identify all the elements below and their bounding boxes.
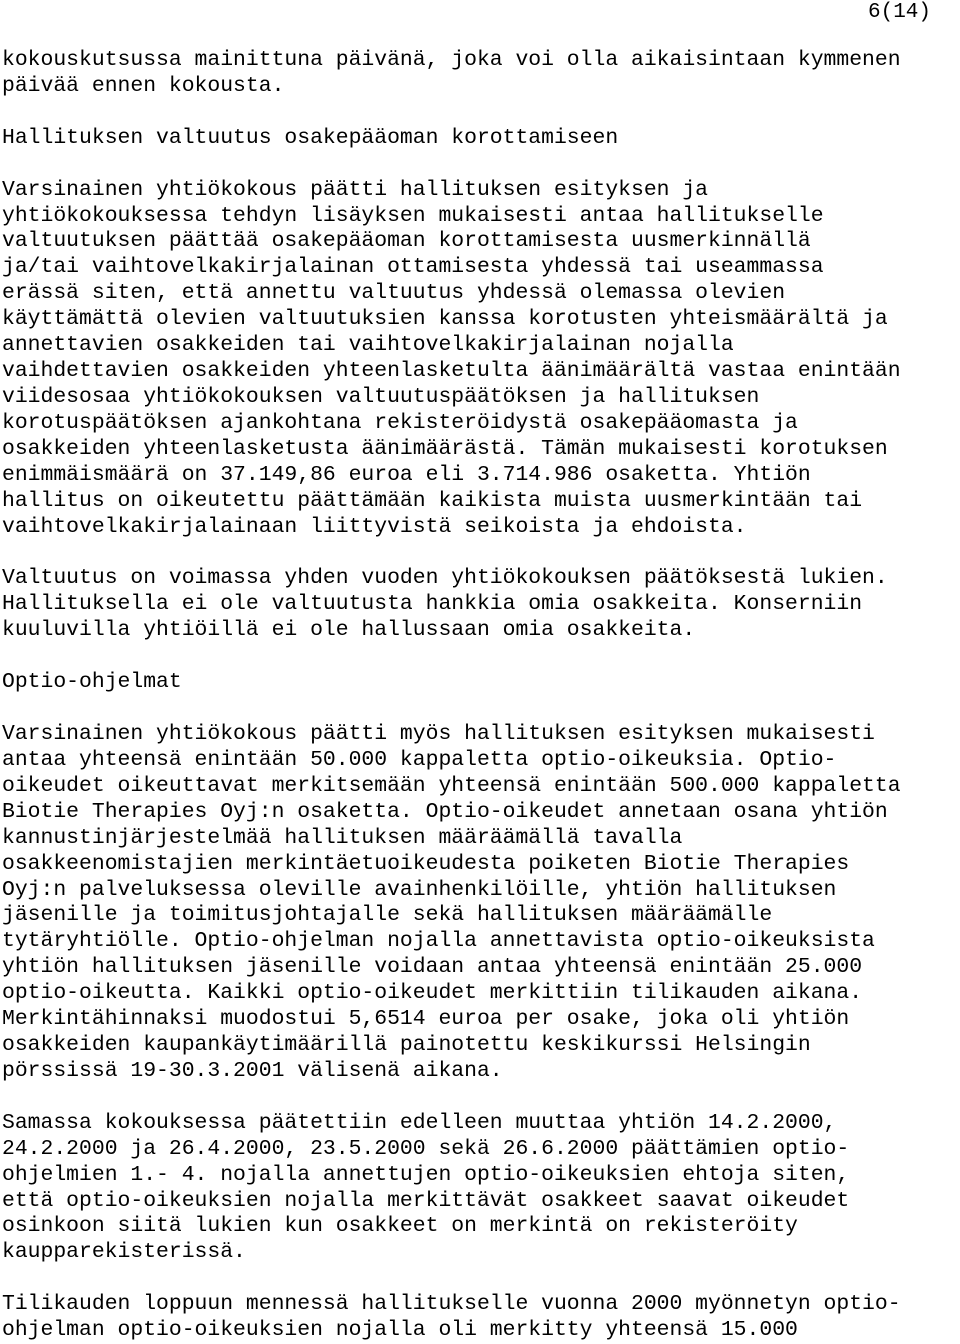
text-line: viidesosaa yhtiökokouksen valtuutuspäätöksen ja hallituksen bbox=[2, 384, 760, 409]
paragraph bbox=[2, 722, 960, 1085]
heading-line: Hallituksen valtuutus osakepääoman korottamiseen bbox=[2, 125, 619, 150]
paragraph bbox=[2, 48, 960, 100]
text-line: että optio-oikeuksien nojalla merkittävät osakkeet saavat oikeudet bbox=[2, 1188, 850, 1213]
paragraph bbox=[2, 178, 960, 541]
text-line: vaihdettavien osakkeiden yhteenlasketulta äänimäärältä vastaa enintään bbox=[2, 359, 901, 384]
text-line: yhtiön hallituksen jäsenille voidaan antaa yhteensä enintään 25.000 bbox=[2, 955, 863, 980]
text-line: optio-oikeutta. Kaikki optio-oikeudet merkittiin tilikauden aikana. bbox=[2, 981, 863, 1006]
text-line: korotuspäätöksen ajankohtana rekisteröidystä osakepääomasta ja bbox=[2, 410, 798, 435]
text-line: antaa yhteensä enintään 50.000 kappaletta optio-oikeuksia. Optio- bbox=[2, 747, 837, 772]
text-line: osakkeenomistajien merkintäetuoikeudesta poiketen Biotie Therapies bbox=[2, 851, 850, 876]
text-line: Merkintähinnaksi muodostui 5,6514 euroa per osake, joka oli yhtiön bbox=[2, 1007, 850, 1032]
text-line: 24.2.2000 ja 26.4.2000, 23.5.2000 sekä 26.6.2000 päättämien optio- bbox=[2, 1136, 850, 1161]
text-line: Varsinainen yhtiökokous päätti hallituksen esityksen ja bbox=[2, 177, 709, 202]
paragraph-gap bbox=[2, 1266, 960, 1292]
section-heading bbox=[2, 126, 960, 152]
text-line: jäsenille ja toimitusjohtajalle sekä hallituksen määräämälle bbox=[2, 903, 773, 928]
text-line: erässä siten, että annettu valtuutus yhdessä olemassa olevien bbox=[2, 281, 786, 306]
heading-line: Optio-ohjelmat bbox=[2, 670, 182, 695]
text-line: Valtuutus on voimassa yhden vuoden yhtiökokouksen päätöksestä lukien. bbox=[2, 566, 888, 591]
paragraph-gap bbox=[2, 644, 960, 670]
text-line: tytäryhtiölle. Optio-ohjelman nojalla annettavista optio-oikeuksista bbox=[2, 929, 875, 954]
document-body bbox=[2, 48, 960, 1344]
text-line: Samassa kokouksessa päätettiin edelleen muuttaa yhtiön 14.2.2000, bbox=[2, 1110, 837, 1135]
paragraph-gap bbox=[2, 696, 960, 722]
text-line: kuuluvilla yhtiöillä ei ole hallussaan omia osakkeita. bbox=[2, 618, 696, 643]
text-line: oikeudet oikeuttavat merkitsemään yhteensä enintään 500.000 kappaletta bbox=[2, 773, 901, 798]
text-line: enimmäismäärä on 37.149,86 euroa eli 3.714.986 osaketta. Yhtiön bbox=[2, 462, 811, 487]
page-number: 6(14) bbox=[868, 1, 932, 24]
text-line: kokouskutsussa mainittuna päivänä, joka voi olla aikaisintaan kymmenen bbox=[2, 48, 901, 72]
text-line: ohjelman optio-oikeuksien nojalla oli merkitty yhteensä 15.000 bbox=[2, 1318, 798, 1343]
text-line: osakkeiden kaupankäytimäärillä painotettu keskikurssi Helsingin bbox=[2, 1033, 811, 1058]
text-line: päivää ennen kokousta. bbox=[2, 73, 285, 98]
paragraph bbox=[2, 1292, 960, 1344]
paragraph-gap bbox=[2, 100, 960, 126]
text-line: Oyj:n palveluksessa oleville avainhenkilöille, yhtiön hallituksen bbox=[2, 877, 837, 902]
text-line: kaupparekisterissä. bbox=[2, 1240, 246, 1265]
text-line: käyttämättä olevien valtuutuksien kanssa korotusten yhteismäärältä ja bbox=[2, 307, 888, 332]
text-line: vaihtovelkakirjalainaan liittyvistä seikoista ja ehdoista. bbox=[2, 514, 747, 539]
text-line: Varsinainen yhtiökokous päätti myös hallituksen esityksen mukaisesti bbox=[2, 721, 875, 746]
paragraph bbox=[2, 566, 960, 644]
text-line: hallitus on oikeutettu päättämään kaikista muista uusmerkintään tai bbox=[2, 488, 863, 513]
paragraph bbox=[2, 1111, 960, 1267]
text-line: annettavien osakkeiden tai vaihtovelkakirjalainan nojalla bbox=[2, 333, 734, 358]
text-line: Hallituksella ei ole valtuutusta hankkia omia osakkeita. Konserniin bbox=[2, 592, 863, 617]
text-line: kannustinjärjestelmää hallituksen määräämällä tavalla bbox=[2, 825, 683, 850]
text-line: valtuutuksen päättää osakepääoman korottamisesta uusmerkinnällä bbox=[2, 229, 811, 254]
text-line: yhtiökokouksessa tehdyn lisäyksen mukaisesti antaa hallitukselle bbox=[2, 203, 824, 228]
text-line: ja/tai vaihtovelkakirjalainan ottamisesta yhdessä tai useammassa bbox=[2, 255, 824, 280]
text-line: osinkoon siitä lukien kun osakkeet on merkintä on rekisteröity bbox=[2, 1214, 798, 1239]
paragraph-gap bbox=[2, 541, 960, 567]
text-line: osakkeiden yhteenlasketusta äänimäärästä. Tämän mukaisesti korotuksen bbox=[2, 436, 888, 461]
text-line: ohjelmien 1.- 4. nojalla annettujen optio-oikeuksien ehtoja siten, bbox=[2, 1162, 850, 1187]
section-heading bbox=[2, 670, 960, 696]
paragraph-gap bbox=[2, 1085, 960, 1111]
paragraph-gap bbox=[2, 152, 960, 178]
text-line: pörssissä 19-30.3.2001 välisenä aikana. bbox=[2, 1058, 503, 1083]
text-line: Biotie Therapies Oyj:n osaketta. Optio-oikeudet annetaan osana yhtiön bbox=[2, 799, 888, 824]
text-line: Tilikauden loppuun mennessä hallitukselle vuonna 2000 myönnetyn optio- bbox=[2, 1292, 901, 1317]
